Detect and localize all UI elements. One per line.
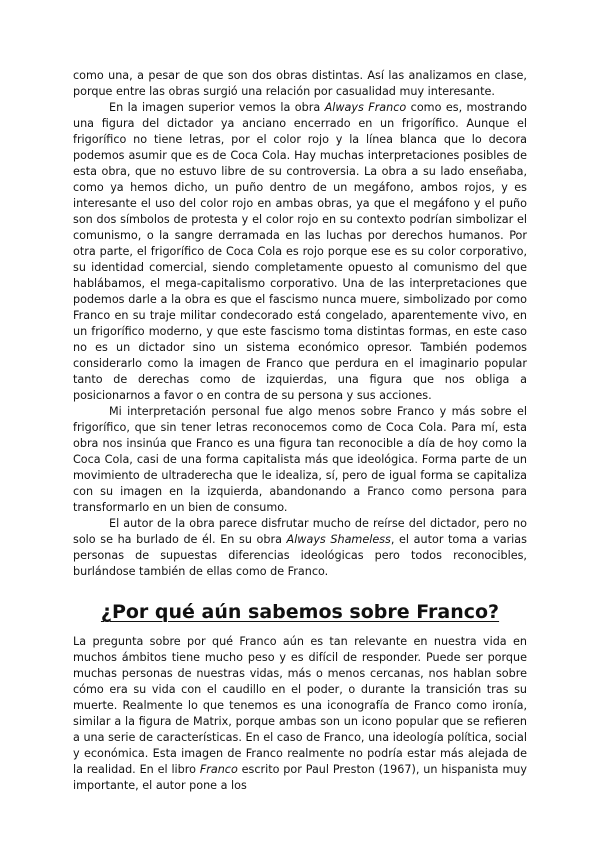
paragraph-p4: [73, 634, 527, 794]
paragraph-p1: [73, 100, 527, 404]
italic-title: Always Shameless: [286, 533, 391, 546]
text-run: como es, mostrando una figura del dictador ya anciano encerrado en un frigorífico. Aunque el frigorífico no tiene letras, por el color rojo y la línea blanca que lo decora podemos asumir que es de Coca Cola. Hay muchas interpretaciones posibles de esta obra, que no estuvo libre de su controversia. La obra a su lado enseñaba, como ya hemos dicho, un puño dentro de un megáfono, ambos rojos, y es interesante el uso del color rojo en ambas obras, ya que el megáfono y el puño son dos símbolos de protesta y el color rojo en su contexto podrían simbolizar el comunismo, o la sangre derramada en las luchas por derechos humanos. Por otra parte, el frigorífico de Coca Cola es rojo porque ese es su color corporativo, su identidad comercial, siendo completamente opuesto al comunismo del que hablábamos, el mega-capitalismo corporativo. Una de las interpretaciones que podemos darle a la obra es que el fascismo nunca muere, simbolizado por como Franco en su traje militar condecorado está congelado, aparentemente vivo, en un frigorífico moderno, y que este fascismo toma distintas formas, en este caso no es un dictador sino un sistema económico opresor. También podemos considerarlo como la imagen de Franco que perdura en el imaginario popular tanto de derechas como de izquierdas, una figura que nos obliga a posicionarnos a favor o en contra de su persona y sus acciones.: [73, 101, 528, 402]
text-run: escrito por Paul Preston (1967), un hispanista muy importante, el autor pone a los: [73, 763, 527, 792]
document-body: [73, 68, 527, 794]
body-section-bottom: [73, 634, 527, 794]
text-run: , el autor toma a varias personas de supuestas diferencias ideológicas pero todos reconocibles, burlándose también de ellas como de Franco.: [73, 533, 527, 578]
text-run: El autor de la obra parece disfrutar mucho de reírse del dictador, pero no solo se ha burlado de él. En su obra: [73, 517, 527, 546]
italic-title: Franco: [199, 763, 238, 776]
paragraph-p3: [73, 516, 527, 580]
text-run: Mi interpretación personal fue algo menos sobre Franco y más sobre el frigorífico, que sin tener letras reconocemos como de Coca Cola. Para mí, esta obra nos insinúa que Franco es una figura tan reconocible a día de hoy como la Coca Cola, casi de una forma capitalista más que ideológica. Forma parte de un movimiento de ultraderecha que le idealiza, sí, pero de igual forma se capitaliza con su imagen en la izquierda, abandonando a Franco como persona para transformarlo en un bien de consumo.: [73, 405, 527, 514]
text-run: En la imagen superior vemos la obra: [109, 101, 325, 114]
paragraph-p0: [73, 68, 527, 100]
text-run: La pregunta sobre por qué Franco aún es tan relevante en nuestra vida en muchos ámbitos tiene mucho peso y es difícil de responder. Puede ser porque muchas personas de nuestras vidas, más o menos cercanas, nos hablan sobre cómo era su vida con el caudillo en el poder, o durante la transición tras su muerte. Realmente lo que tenemos es una iconografía de Franco como ironía, similar a la figura de Matrix, porque ambas son un icono popular que se refieren a una serie de características. En el caso de Franco, una ideología política, social y económica. Esta imagen de Franco realmente no podría estar más alejada de la realidad. En el libro: [73, 635, 527, 776]
paragraph-p2: [73, 404, 527, 516]
body-section-top: [73, 68, 527, 580]
section-heading: ¿Por qué aún sabemos sobre Franco?: [100, 601, 500, 623]
italic-title: Always Franco: [324, 101, 407, 114]
text-run: como una, a pesar de que son dos obras distintas. Así las analizamos en clase, porque entre las obras surgió una relación por casualidad muy interesante.: [73, 69, 527, 98]
